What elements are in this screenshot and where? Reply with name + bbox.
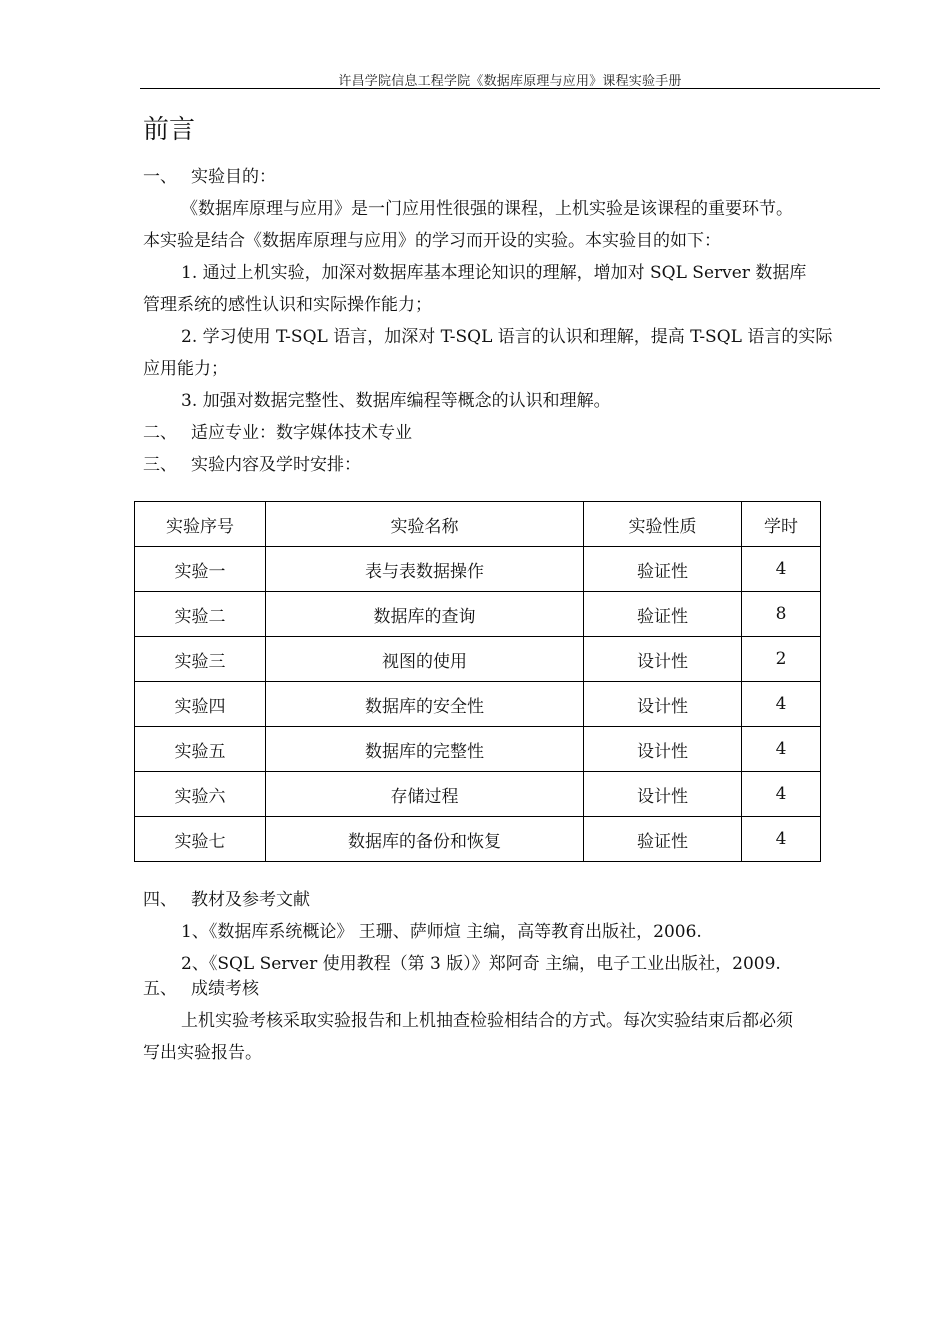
page-header: 许昌学院信息工程学院《数据库原理与应用》课程实验手册	[338, 74, 682, 89]
cell-number: 实验三	[135, 637, 266, 682]
experiment-schedule-table	[134, 501, 821, 862]
section-5-paragraph-line-1: 上机实验考核采取实验报告和上机抽查检验相结合的方式。每次实验结束后都必须	[181, 1011, 793, 1031]
reference-2: 2、《SQL Server 使用教程（第 3 版）》郑阿奇 主编，电子工业出版社，2009.	[181, 954, 781, 974]
cell-name: 数据库的完整性	[266, 727, 584, 772]
cell-type: 设计性	[584, 727, 742, 772]
cell-hours: 4	[742, 817, 821, 862]
objective-1-line-2: 管理系统的感性认识和实际操作能力；	[143, 295, 432, 315]
table-row	[135, 727, 821, 772]
cell-type: 验证性	[584, 817, 742, 862]
cell-name: 视图的使用	[266, 637, 584, 682]
cell-name: 数据库的查询	[266, 592, 584, 637]
header-cell-number: 实验序号	[135, 502, 266, 547]
section-4-title: 教材及参考文献	[191, 890, 310, 910]
reference-1: 1、《数据库系统概论》 王珊、萨师煊 主编，高等教育出版社，2006.	[181, 922, 702, 942]
table-row	[135, 547, 821, 592]
cell-hours: 8	[742, 592, 821, 637]
cell-number: 实验一	[135, 547, 266, 592]
cell-number: 实验四	[135, 682, 266, 727]
header-cell-hours: 学时	[742, 502, 821, 547]
section-1-paragraph-line-2: 本实验是结合《数据库原理与应用》的学习而开设的实验。本实验目的如下：	[143, 231, 721, 251]
cell-hours: 4	[742, 682, 821, 727]
section-1-heading	[143, 166, 276, 188]
section-3-title: 实验内容及学时安排：	[191, 455, 361, 475]
section-3-heading	[143, 454, 361, 476]
section-4-number: 四、	[143, 890, 177, 910]
objective-1-line-1: 1. 通过上机实验，加深对数据库基本理论知识的理解，增加对 SQL Server 数据库	[181, 263, 807, 283]
section-1-number: 一、	[143, 167, 177, 187]
cell-hours: 4	[742, 547, 821, 592]
cell-number: 实验七	[135, 817, 266, 862]
objective-2-line-1: 2. 学习使用 T-SQL 语言，加深对 T-SQL 语言的认识和理解，提高 T-SQL 语言的实际	[181, 327, 833, 347]
header-cell-name: 实验名称	[266, 502, 584, 547]
cell-type: 验证性	[584, 547, 742, 592]
section-5-title: 成绩考核	[191, 979, 259, 999]
header-rule	[140, 88, 880, 89]
table-header-row	[135, 502, 821, 547]
section-4-heading	[143, 889, 310, 911]
table-row	[135, 592, 821, 637]
cell-number: 实验二	[135, 592, 266, 637]
cell-number: 实验六	[135, 772, 266, 817]
section-2-title: 适应专业：数字媒体技术专业	[191, 423, 412, 443]
cell-name: 表与表数据操作	[266, 547, 584, 592]
objective-2-line-2: 应用能力；	[143, 359, 228, 379]
table-row	[135, 817, 821, 862]
cell-type: 设计性	[584, 637, 742, 682]
section-5-heading	[143, 978, 259, 1000]
section-5-number: 五、	[143, 979, 177, 999]
cell-name: 数据库的安全性	[266, 682, 584, 727]
section-3-number: 三、	[143, 455, 177, 475]
cell-type: 设计性	[584, 772, 742, 817]
cell-hours: 4	[742, 772, 821, 817]
table-row	[135, 772, 821, 817]
page-title: 前言	[143, 115, 196, 145]
cell-hours: 4	[742, 727, 821, 772]
objective-3-line-1: 3. 加强对数据完整性、数据库编程等概念的认识和理解。	[181, 391, 611, 411]
section-1-paragraph-line-1: 《数据库原理与应用》是一门应用性很强的课程，上机实验是该课程的重要环节。	[181, 199, 793, 219]
section-5-paragraph-line-2: 写出实验报告。	[143, 1043, 262, 1063]
cell-number: 实验五	[135, 727, 266, 772]
header-cell-type: 实验性质	[584, 502, 742, 547]
table-row	[135, 682, 821, 727]
section-2-heading	[143, 422, 412, 444]
table-row	[135, 637, 821, 682]
cell-name: 数据库的备份和恢复	[266, 817, 584, 862]
cell-type: 验证性	[584, 592, 742, 637]
cell-type: 设计性	[584, 682, 742, 727]
section-1-title: 实验目的：	[191, 167, 276, 187]
cell-name: 存储过程	[266, 772, 584, 817]
section-2-number: 二、	[143, 423, 177, 443]
cell-hours: 2	[742, 637, 821, 682]
